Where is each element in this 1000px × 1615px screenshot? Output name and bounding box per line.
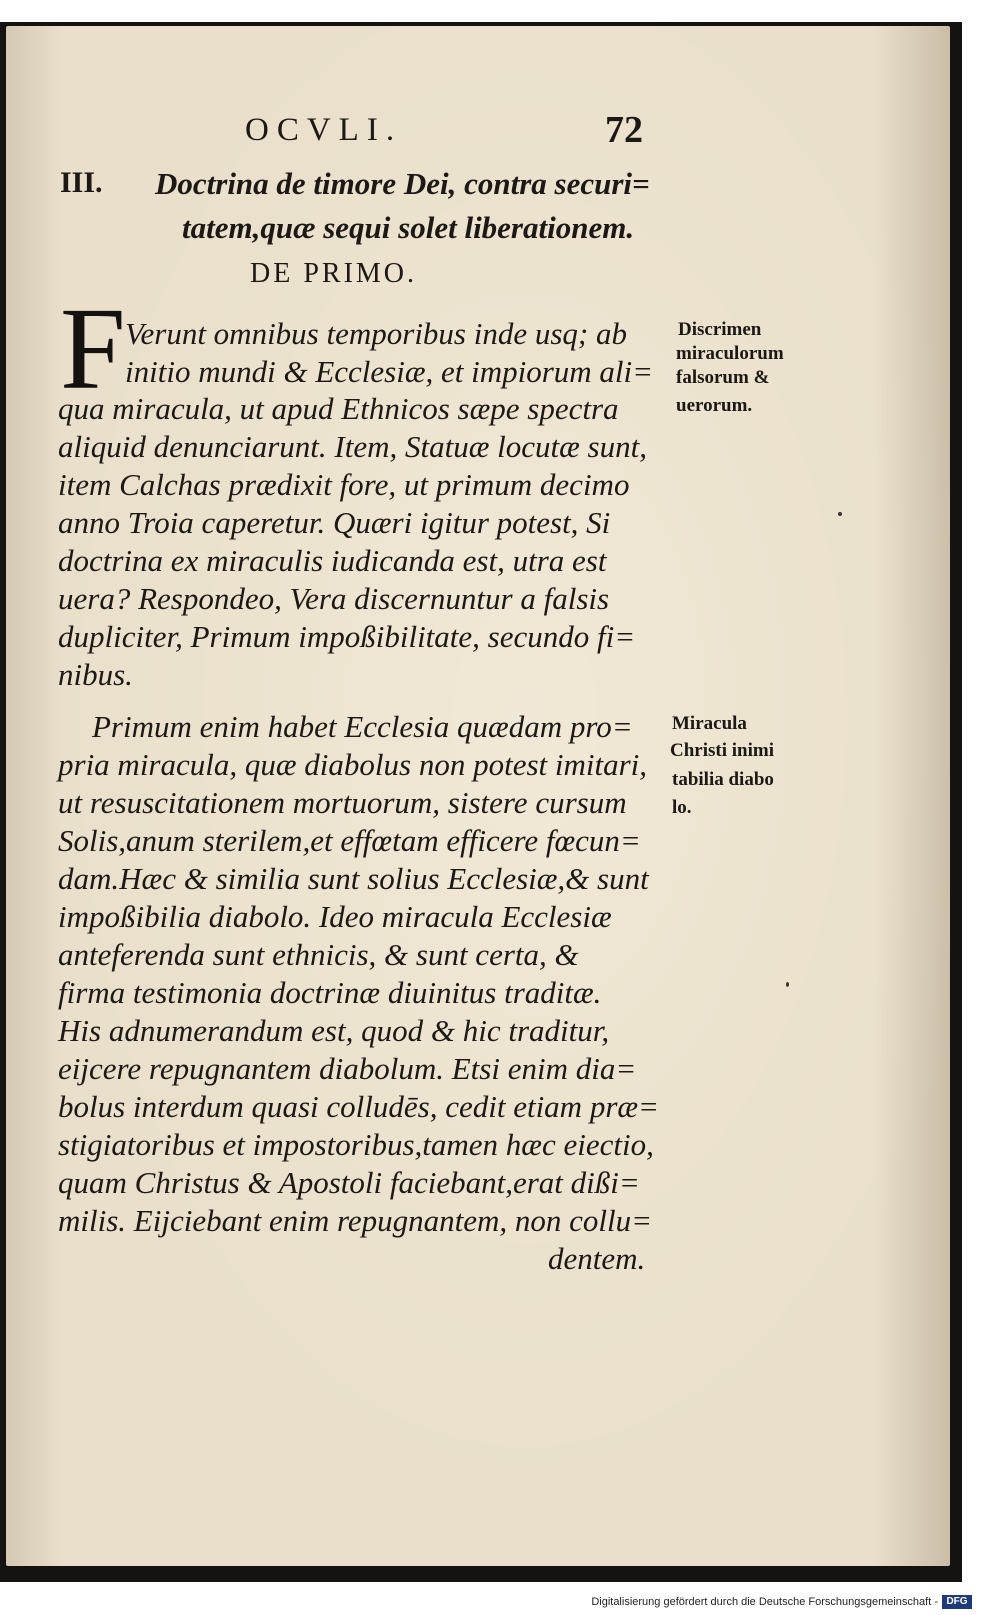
paragraph2-line-13: quam Christus & Apostoli faciebant,erat dißi=: [58, 1165, 640, 1200]
marginal-note-2-line-4: lo.: [672, 797, 692, 818]
marginal-note-1-line-1: Discrimen: [678, 319, 762, 340]
paragraph2-line-15: dentem.: [548, 1241, 646, 1276]
marginal-note-1-line-3: falsorum &: [676, 367, 770, 388]
paragraph2-line-10: eijcere repugnantem diabolum. Etsi enim dia=: [58, 1051, 637, 1086]
marginal-note-2-line-1: Miracula: [672, 713, 747, 734]
paragraph2-line-5: dam.Hæc & similia sunt solius Ecclesiæ,& sunt: [58, 861, 649, 896]
paragraph1-line-2: initio mundi & Ecclesiæ, et impiorum ali=: [125, 354, 654, 389]
paragraph1-line-1: Verunt omnibus temporibus inde usq; ab: [125, 316, 628, 351]
paragraph1-line-10: nibus.: [58, 657, 133, 692]
paragraph2-line-12: stigiatoribus et impostoribus,tamen hæc eiectio,: [58, 1127, 654, 1162]
paragraph2-line-7: anteferenda sunt ethnicis, & sunt certa, &: [58, 937, 579, 972]
paragraph2-line-1: Primum enim habet Ecclesia quædam pro=: [92, 709, 633, 744]
paragraph2-line-2: pria miracula, quæ diabolus non potest imitari,: [58, 747, 648, 782]
digitization-credit: Digitalisierung gefördert durch die Deutsche Forschungsgemeinschaft -: [591, 1596, 938, 1608]
paragraph2-line-3: ut resuscitationem mortuorum, sistere cursum: [58, 785, 627, 820]
paragraph1-line-8: uera? Respondeo, Vera discernuntur a falsis: [58, 581, 610, 616]
paragraph1-line-7: doctrina ex miraculis iudicanda est, utra est: [58, 543, 607, 578]
paragraph1-line-4: aliquid denunciarunt. Item, Statuæ locutæ sunt,: [58, 429, 647, 464]
paragraph1-line-3: qua miracula, ut apud Ethnicos sæpe spectra: [58, 391, 619, 426]
marginal-note-1-line-2: miraculorum: [676, 343, 784, 364]
dfg-logo: DFG: [942, 1595, 972, 1609]
paragraph2-line-6: impoßibilia diabolo. Ideo miracula Ecclesiæ: [58, 899, 612, 934]
running-head: OCVLI.: [245, 112, 403, 148]
paragraph2-line-4: Solis,anum sterilem,et effœtam efficere fœcun=: [58, 823, 641, 858]
paper-speck: [786, 982, 789, 987]
dropcap-letter: F: [60, 283, 126, 414]
page-number: 72: [605, 109, 643, 151]
paper-speck: [838, 512, 842, 516]
paragraph1-line-5: item Calchas prædixit fore, ut primum decimo: [58, 467, 630, 502]
section-number: III.: [60, 166, 103, 199]
marginal-note-2-line-3: tabilia diabo: [672, 769, 774, 790]
paragraph2-line-8: firma testimonia doctrinæ diuinitus traditæ.: [58, 975, 602, 1010]
marginal-note-2-line-2: Christi inimi: [670, 740, 774, 761]
marginal-note-1-line-4: uerorum.: [676, 395, 753, 416]
section-subheading: DE PRIMO.: [250, 258, 418, 289]
paragraph1-line-9: dupliciter, Primum impoßibilitate, secundo fi=: [58, 619, 636, 654]
paragraph2-line-14: milis. Eijciebant enim repugnantem, non collu=: [58, 1203, 653, 1238]
paragraph2-line-11: bolus interdum quasi colludēs, cedit etiam præ=: [58, 1089, 659, 1124]
heading-line-2: tatem,quæ sequi solet liberationem.: [182, 210, 635, 245]
paragraph1-line-6: anno Troia caperetur. Quæri igitur potest, Si: [58, 505, 611, 540]
paragraph2-line-9: His adnumerandum est, quod & hic traditur,: [58, 1013, 610, 1048]
heading-line-1: Doctrina de timore Dei, contra securi=: [155, 166, 650, 201]
